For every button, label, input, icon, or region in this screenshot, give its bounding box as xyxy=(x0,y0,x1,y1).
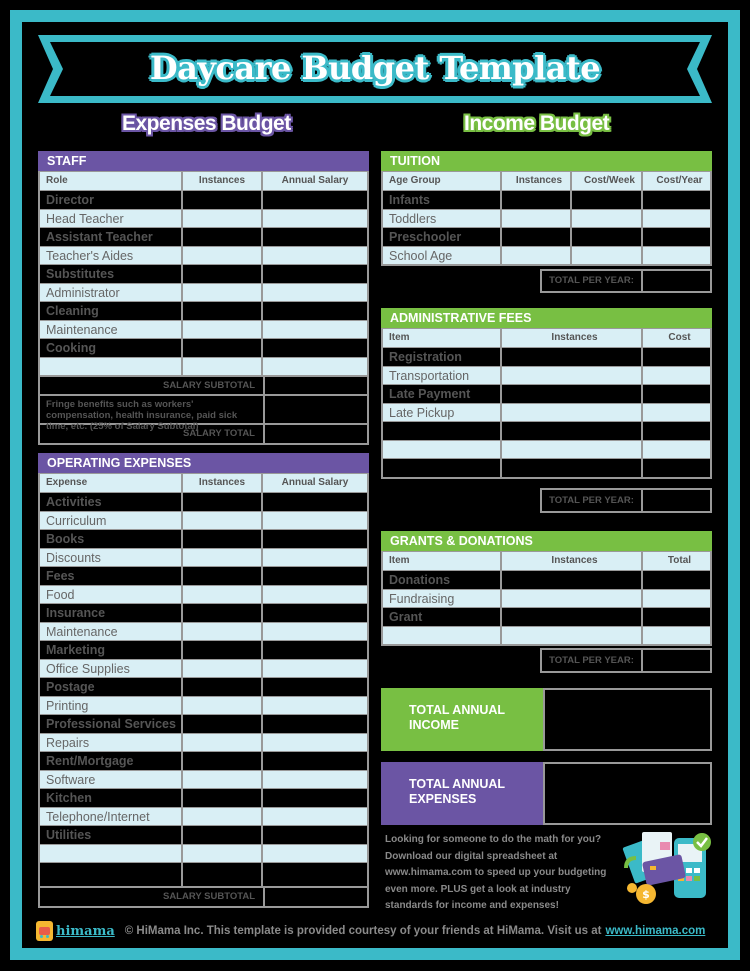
table-row xyxy=(383,384,710,403)
table-row xyxy=(40,622,367,641)
row-label: Books xyxy=(40,530,183,548)
table-row xyxy=(40,677,367,696)
input-cell[interactable] xyxy=(183,623,263,641)
table-row xyxy=(40,696,367,715)
row-label: Discounts xyxy=(40,549,183,567)
input-cell[interactable] xyxy=(643,247,710,265)
row-label xyxy=(383,422,502,440)
table-row xyxy=(40,357,367,376)
row-label: Postage xyxy=(40,678,183,696)
table-row xyxy=(40,338,367,357)
table-row xyxy=(40,264,367,283)
input-cell[interactable] xyxy=(263,586,367,604)
svg-text:$: $ xyxy=(642,888,650,901)
input-cell[interactable] xyxy=(643,385,710,403)
input-cell[interactable] xyxy=(183,493,263,511)
operating-heading: OPERATING EXPENSES xyxy=(38,453,369,473)
row-label: Office Supplies xyxy=(40,660,183,678)
himama-logo-text: himama xyxy=(56,923,115,939)
input-cell[interactable] xyxy=(643,422,710,440)
admin-fees-column-headers xyxy=(383,328,710,347)
input-cell[interactable] xyxy=(183,789,263,807)
table-row xyxy=(383,347,710,366)
input-cell[interactable] xyxy=(502,441,643,459)
salary-subtotal-value[interactable] xyxy=(265,377,367,394)
total-income-label-line1: TOTAL ANNUAL xyxy=(409,703,506,717)
input-cell[interactable] xyxy=(263,752,367,770)
row-label: Marketing xyxy=(40,641,183,659)
fringe-benefits-value[interactable] xyxy=(265,396,367,423)
col-total: Total xyxy=(667,555,692,566)
input-cell[interactable] xyxy=(643,571,710,589)
admin-fees-total-label: TOTAL PER YEAR: xyxy=(540,488,641,513)
input-cell[interactable] xyxy=(502,627,643,645)
row-label: Head Teacher xyxy=(40,210,183,228)
input-cell[interactable] xyxy=(183,845,263,863)
input-cell[interactable] xyxy=(643,348,710,366)
input-cell[interactable] xyxy=(502,210,572,228)
expenses-budget-heading: Expenses Budget xyxy=(122,112,291,135)
row-label: Software xyxy=(40,771,183,789)
table-row xyxy=(40,807,367,826)
salary-total-label: SALARY TOTAL xyxy=(40,425,265,443)
input-cell[interactable] xyxy=(263,660,367,678)
row-label: Professional Services xyxy=(40,715,183,733)
input-cell[interactable] xyxy=(502,571,643,589)
operating-grid xyxy=(38,473,369,908)
table-row xyxy=(40,788,367,807)
table-row xyxy=(40,190,367,209)
table-row xyxy=(40,733,367,752)
fringe-benefits xyxy=(40,394,367,432)
total-income-label-line2: INCOME xyxy=(409,718,459,732)
input-cell[interactable] xyxy=(183,715,263,733)
input-cell[interactable] xyxy=(183,678,263,696)
input-cell[interactable] xyxy=(183,284,263,302)
col-instances: Instances xyxy=(502,172,572,190)
input-cell[interactable] xyxy=(263,623,367,641)
input-cell[interactable] xyxy=(263,339,367,357)
table-row xyxy=(40,320,367,339)
input-cell[interactable] xyxy=(643,441,710,459)
row-label: Maintenance xyxy=(40,623,183,641)
input-cell[interactable] xyxy=(263,641,367,659)
input-cell[interactable] xyxy=(502,247,572,265)
input-cell[interactable] xyxy=(183,339,263,357)
col-instances: Instances xyxy=(183,474,263,492)
input-cell[interactable] xyxy=(643,627,710,645)
row-label: Transportation xyxy=(383,367,502,385)
tuition-total-label: TOTAL PER YEAR: xyxy=(540,269,641,293)
admin-fees-total-value[interactable] xyxy=(641,488,712,513)
row-label: Director xyxy=(40,191,183,209)
input-cell[interactable] xyxy=(183,530,263,548)
input-cell[interactable] xyxy=(263,549,367,567)
input-cell[interactable] xyxy=(502,459,643,477)
input-cell[interactable] xyxy=(263,734,367,752)
row-label: Fundraising xyxy=(383,590,502,608)
table-row xyxy=(383,570,710,589)
row-label: Grant xyxy=(383,608,502,626)
input-cell[interactable] xyxy=(263,210,367,228)
table-row xyxy=(383,607,710,626)
input-cell[interactable] xyxy=(183,549,263,567)
income-budget-heading: Income Budget xyxy=(464,112,610,135)
table-row xyxy=(40,844,367,863)
col-annual-salary: Annual Salary xyxy=(281,477,349,488)
input-cell[interactable] xyxy=(263,771,367,789)
table-row xyxy=(383,421,710,440)
input-cell[interactable] xyxy=(263,265,367,283)
input-cell[interactable] xyxy=(572,191,643,209)
input-cell[interactable] xyxy=(263,228,367,246)
input-cell[interactable] xyxy=(502,385,643,403)
row-label: Administrator xyxy=(40,284,183,302)
input-cell[interactable] xyxy=(572,228,643,246)
salary-total-value[interactable] xyxy=(265,425,367,443)
input-cell[interactable] xyxy=(183,604,263,622)
input-cell[interactable] xyxy=(643,210,710,228)
row-label: Preschooler xyxy=(383,228,502,246)
input-cell[interactable] xyxy=(643,191,710,209)
row-label: Late Pickup xyxy=(383,404,502,422)
row-label: Rent/Mortgage xyxy=(40,752,183,770)
row-label: Cooking xyxy=(40,339,183,357)
table-row xyxy=(40,548,367,567)
input-cell[interactable] xyxy=(502,191,572,209)
input-cell[interactable] xyxy=(263,697,367,715)
table-row xyxy=(40,492,367,511)
table-row xyxy=(40,209,367,228)
admin-fees-total-per-year xyxy=(540,488,712,513)
row-label: Food xyxy=(40,586,183,604)
input-cell[interactable] xyxy=(183,826,263,844)
staff-heading: STAFF xyxy=(38,151,369,171)
staff-table xyxy=(38,151,369,445)
grants-total-label: TOTAL PER YEAR: xyxy=(540,648,641,673)
staff-grid xyxy=(38,171,369,445)
input-cell[interactable] xyxy=(183,734,263,752)
row-label xyxy=(383,459,502,477)
grants-column-headers xyxy=(383,551,710,570)
table-row xyxy=(40,825,367,844)
input-cell[interactable] xyxy=(263,826,367,844)
table-row xyxy=(383,246,710,265)
title-banner xyxy=(35,32,715,104)
payment-illustration-icon xyxy=(620,828,715,908)
row-label: Insurance xyxy=(40,604,183,622)
table-row xyxy=(383,366,710,385)
input-cell[interactable] xyxy=(502,608,643,626)
row-label xyxy=(40,358,183,376)
col-instances: Instances xyxy=(502,329,643,347)
tuition-heading: TUITION xyxy=(381,151,712,171)
input-cell[interactable] xyxy=(263,678,367,696)
operating-expenses-table xyxy=(38,453,369,908)
table-row xyxy=(383,190,710,209)
input-cell[interactable] xyxy=(502,348,643,366)
input-cell[interactable] xyxy=(572,210,643,228)
table-row xyxy=(383,458,710,477)
input-cell[interactable] xyxy=(183,641,263,659)
salary-subtotal xyxy=(40,375,367,394)
operating-subtotal-label: SALARY SUBTOTAL xyxy=(40,888,265,906)
row-label: School Age xyxy=(383,247,502,265)
total-expenses-label xyxy=(381,762,543,825)
input-cell[interactable] xyxy=(183,567,263,585)
input-cell[interactable] xyxy=(263,863,367,886)
copyright-text: © HiMama Inc. This template is provided courtesy of your friends at HiMama. Visit us at xyxy=(124,925,602,937)
footer xyxy=(36,920,726,942)
input-cell[interactable] xyxy=(183,752,263,770)
input-cell[interactable] xyxy=(263,808,367,826)
total-annual-expenses xyxy=(381,762,712,825)
input-cell[interactable] xyxy=(183,697,263,715)
row-label xyxy=(383,627,502,645)
input-cell[interactable] xyxy=(263,530,367,548)
table-row xyxy=(40,751,367,770)
row-label: Printing xyxy=(40,697,183,715)
total-income-label xyxy=(381,688,543,751)
input-cell[interactable] xyxy=(263,358,367,376)
total-expenses-label-line2: EXPENSES xyxy=(409,792,477,806)
salary-subtotal-label: SALARY SUBTOTAL xyxy=(40,377,265,394)
row-label: Infants xyxy=(383,191,502,209)
input-cell[interactable] xyxy=(183,863,263,886)
grants-donations-table xyxy=(381,531,712,646)
table-row xyxy=(383,209,710,228)
table-row xyxy=(40,640,367,659)
row-label: Activities xyxy=(40,493,183,511)
input-cell[interactable] xyxy=(643,459,710,477)
row-label: Kitchen xyxy=(40,789,183,807)
input-cell[interactable] xyxy=(263,284,367,302)
col-instances: Instances xyxy=(502,552,643,570)
himama-logo-icon xyxy=(36,921,53,941)
col-cost: Cost xyxy=(668,332,691,343)
input-cell[interactable] xyxy=(572,247,643,265)
col-role: Role xyxy=(40,172,183,190)
salary-total xyxy=(40,423,367,443)
col-annual-salary: Annual Salary xyxy=(281,175,349,186)
grants-heading: GRANTS & DONATIONS xyxy=(381,531,712,551)
table-row xyxy=(40,659,367,678)
input-cell[interactable] xyxy=(502,590,643,608)
total-income-value[interactable] xyxy=(543,688,712,751)
row-label xyxy=(40,863,183,886)
himama-website-link[interactable]: www.himama.com xyxy=(605,925,706,937)
input-cell[interactable] xyxy=(263,715,367,733)
row-label: Registration xyxy=(383,348,502,366)
tuition-grid xyxy=(381,171,712,266)
col-instances: Instances xyxy=(183,172,263,190)
admin-fees-grid xyxy=(381,328,712,479)
table-row xyxy=(383,227,710,246)
input-cell[interactable] xyxy=(502,228,572,246)
col-item: Item xyxy=(383,552,502,570)
admin-fees-heading: ADMINISTRATIVE FEES xyxy=(381,308,712,328)
row-label: Teacher's Aides xyxy=(40,247,183,265)
input-cell[interactable] xyxy=(263,302,367,320)
input-cell[interactable] xyxy=(263,845,367,863)
table-row xyxy=(40,301,367,320)
total-annual-income xyxy=(381,688,712,751)
input-cell[interactable] xyxy=(263,191,367,209)
input-cell[interactable] xyxy=(263,567,367,585)
total-expenses-value[interactable] xyxy=(543,762,712,825)
row-label: Maintenance xyxy=(40,321,183,339)
table-row xyxy=(40,246,367,265)
promo-text: Looking for someone to do the math for you? Download our digital spreadsheet at www.himama.com to speed up your budgeting even more. PLUS get a look at industry standards for income and expenses! xyxy=(385,834,607,911)
input-cell[interactable] xyxy=(183,228,263,246)
grants-total-per-year xyxy=(540,648,712,673)
input-cell[interactable] xyxy=(183,210,263,228)
grants-grid xyxy=(381,551,712,646)
operating-subtotal-value[interactable] xyxy=(265,888,367,906)
row-label: Utilities xyxy=(40,826,183,844)
input-cell[interactable] xyxy=(183,586,263,604)
input-cell[interactable] xyxy=(183,771,263,789)
table-row xyxy=(40,585,367,604)
table-row xyxy=(40,283,367,302)
table-row xyxy=(40,770,367,789)
grants-total-value[interactable] xyxy=(641,648,712,673)
input-cell[interactable] xyxy=(183,358,263,376)
row-label: Late Payment xyxy=(383,385,502,403)
table-row xyxy=(40,862,367,886)
table-row xyxy=(40,511,367,530)
row-label: Telephone/Internet xyxy=(40,808,183,826)
tuition-total-per-year xyxy=(540,269,712,293)
input-cell[interactable] xyxy=(263,493,367,511)
input-cell[interactable] xyxy=(183,321,263,339)
row-label xyxy=(383,441,502,459)
operating-subtotal xyxy=(40,886,367,906)
row-label: Toddlers xyxy=(383,210,502,228)
operating-column-headers xyxy=(40,473,367,492)
table-row xyxy=(383,403,710,422)
input-cell[interactable] xyxy=(183,660,263,678)
col-expense: Expense xyxy=(40,474,183,492)
table-row xyxy=(40,529,367,548)
input-cell[interactable] xyxy=(263,247,367,265)
input-cell[interactable] xyxy=(183,265,263,283)
table-row xyxy=(40,566,367,585)
row-label: Substitutes xyxy=(40,265,183,283)
row-label: Assistant Teacher xyxy=(40,228,183,246)
input-cell[interactable] xyxy=(183,512,263,530)
input-cell[interactable] xyxy=(263,789,367,807)
input-cell[interactable] xyxy=(643,608,710,626)
table-row xyxy=(40,714,367,733)
input-cell[interactable] xyxy=(263,512,367,530)
table-row xyxy=(383,589,710,608)
table-row xyxy=(383,440,710,459)
table-row xyxy=(40,227,367,246)
administrative-fees-table xyxy=(381,308,712,479)
tuition-column-headers xyxy=(383,171,710,190)
row-label: Repairs xyxy=(40,734,183,752)
tuition-total-value[interactable] xyxy=(641,269,712,293)
input-cell[interactable] xyxy=(643,590,710,608)
table-row xyxy=(383,626,710,645)
col-cost-week: Cost/Week xyxy=(572,172,643,190)
input-cell[interactable] xyxy=(643,404,710,422)
input-cell[interactable] xyxy=(183,302,263,320)
table-row xyxy=(40,603,367,622)
input-cell[interactable] xyxy=(183,808,263,826)
input-cell[interactable] xyxy=(263,321,367,339)
input-cell[interactable] xyxy=(502,422,643,440)
row-label xyxy=(40,845,183,863)
row-label: Donations xyxy=(383,571,502,589)
input-cell[interactable] xyxy=(502,404,643,422)
page-title: Daycare Budget Template xyxy=(149,49,601,87)
input-cell[interactable] xyxy=(643,367,710,385)
row-label: Curriculum xyxy=(40,512,183,530)
col-cost-year: Cost/Year xyxy=(656,175,703,186)
input-cell[interactable] xyxy=(502,367,643,385)
tuition-table xyxy=(381,151,712,266)
row-label: Cleaning xyxy=(40,302,183,320)
input-cell[interactable] xyxy=(183,191,263,209)
col-item: Item xyxy=(383,329,502,347)
total-expenses-label-line1: TOTAL ANNUAL xyxy=(409,777,506,791)
fringe-benefits-label: Fringe benefits such as workers' compensation, health insurance, paid sick time, etc. (25% of Salary Subtotal) xyxy=(40,396,265,423)
input-cell[interactable] xyxy=(183,247,263,265)
row-label: Fees xyxy=(40,567,183,585)
input-cell[interactable] xyxy=(643,228,710,246)
col-age-group: Age Group xyxy=(383,172,502,190)
staff-column-headers xyxy=(40,171,367,190)
input-cell[interactable] xyxy=(263,604,367,622)
